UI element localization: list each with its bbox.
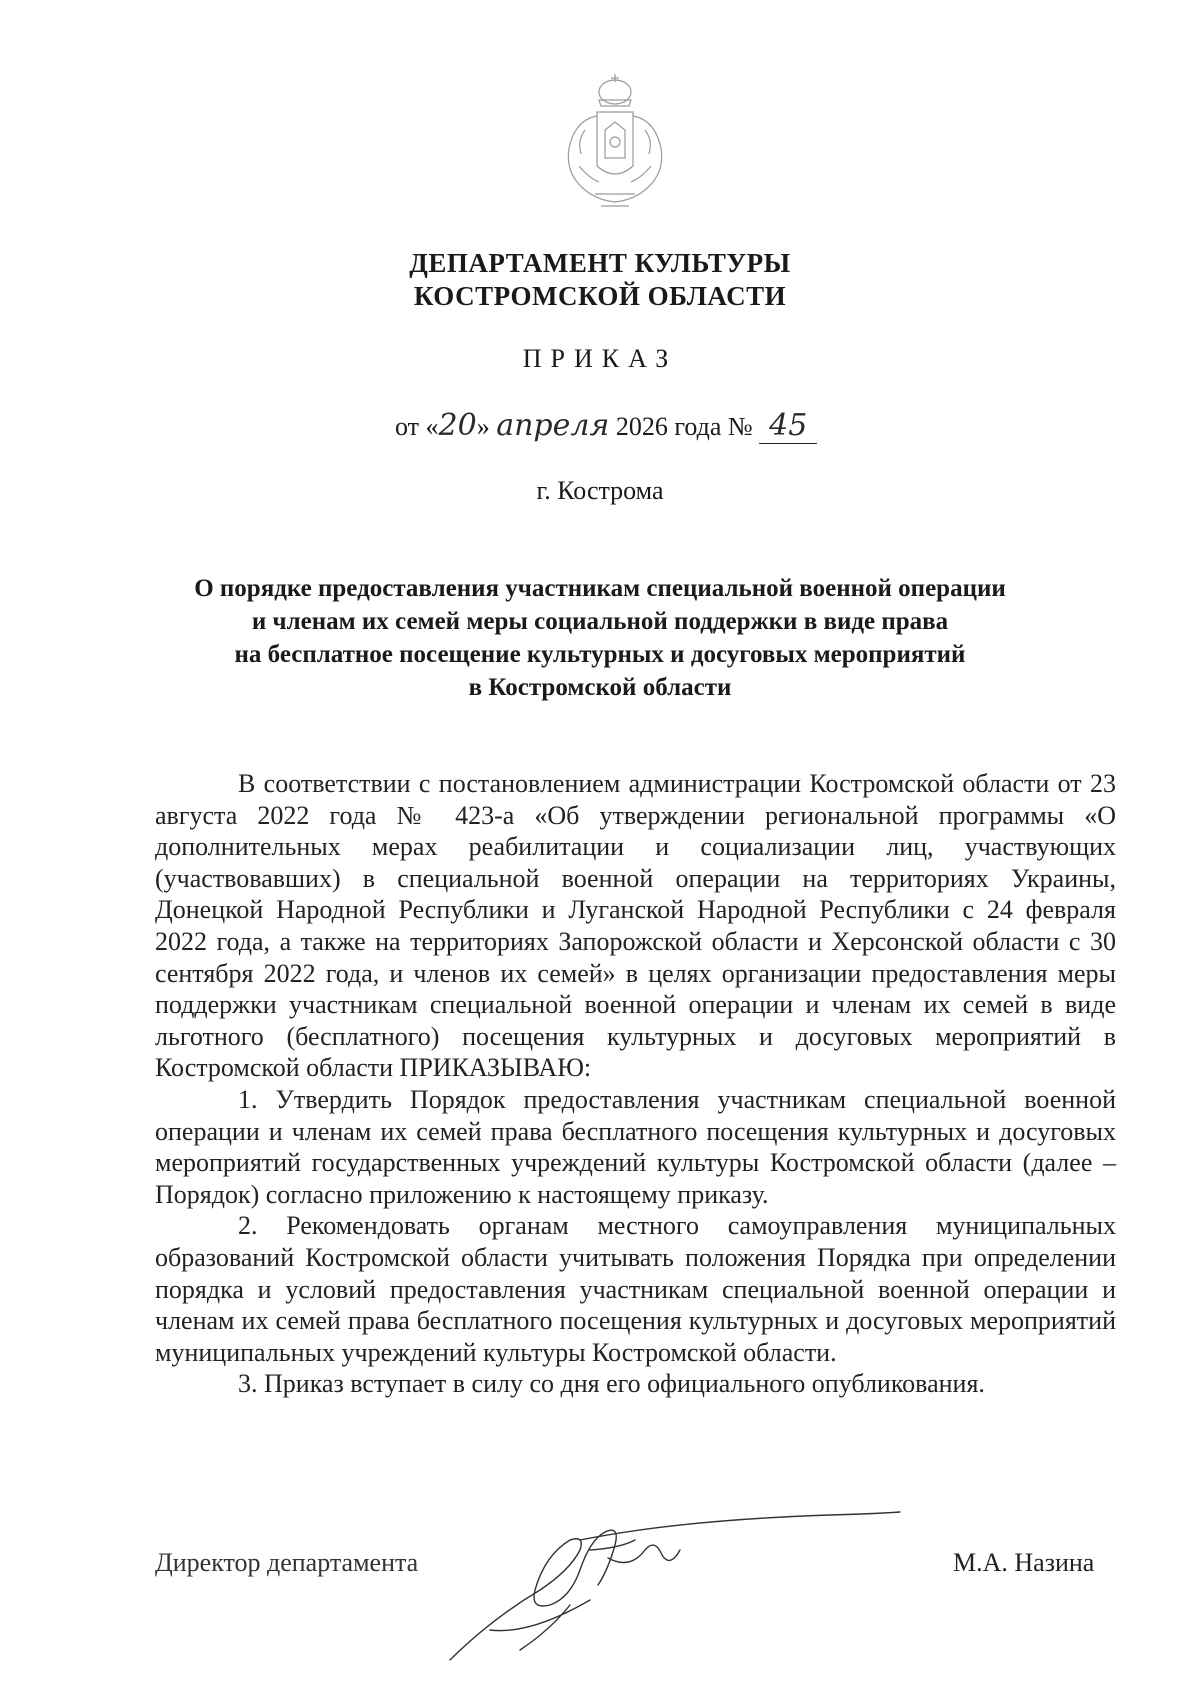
order-number: 45 xyxy=(759,408,817,444)
city: г. Кострома xyxy=(536,476,664,505)
date-prefix: от « xyxy=(395,412,439,441)
order-item-3: 3. Приказ вступает в силу со дня его официального опубликования. xyxy=(238,1369,985,1399)
date-month: апреля xyxy=(496,408,610,443)
document-body xyxy=(155,768,1116,1400)
title-line: О порядке предоставления участникам специальной военной операции xyxy=(194,575,1006,602)
date-line xyxy=(395,408,817,448)
signatory-name: М.А. Назина xyxy=(953,1548,1095,1577)
title-line: на бесплатное посещение культурных и досуговых мероприятий xyxy=(234,641,966,668)
document-type: ПРИКАЗ xyxy=(522,344,678,373)
preamble-paragraph: В соответствии с постановлением администрации Костромской области от 23 августа 2022 года № 423-а «Об утверждении региональной программы «О дополнительных мерах реабилитации и социализации лиц, участвующих (участвовавших) в специальной военной операции на территориях Украины, Донецкой Народной Республики и Луганской Народной Республики с 24 февраля 2022 года, а также на территориях Запорожской области и Херсонской области с 30 сентября 2022 года, и членов их семей» в целях организации предоставления меры поддержки участникам специальной военной операции и членам их семей в виде льготного (бесплатного) посещения культурных и досуговых мероприятий в Костромской области ПРИКАЗЫВАЮ: xyxy=(155,769,1116,1083)
department-name-line2: КОСТРОМСКОЙ ОБЛАСТИ xyxy=(413,281,787,311)
coat-of-arms-icon xyxy=(555,70,675,220)
order-item-1: 1. Утвердить Порядок предоставления участникам специальной военной операции и членам их семей права бесплатного посещения культурных и досуговых мероприятий государственных учреждений культуры Костромской области (далее – Порядок) согласно приложению к настоящему приказу. xyxy=(155,1084,1116,1209)
signatory-position: Директор департамента xyxy=(155,1548,419,1577)
date-day: 20 xyxy=(438,408,477,443)
title-line: и членам их семей меры социальной поддержки в виде права xyxy=(251,608,949,635)
title-line: в Костромской области xyxy=(468,674,732,701)
order-item-2: 2. Рекомендовать органам местного самоуправления муниципальных образований Костромской области учитывать положения Порядка при определении порядка и условий предоставления участникам специальной военной операции и членам их семей права бесплатного посещения культурных и досуговых мероприятий муниципальных учреждений культуры Костромской области. xyxy=(155,1211,1116,1367)
date-mid: » xyxy=(476,412,497,441)
department-name-line1: ДЕПАРТАМЕНТ КУЛЬТУРЫ xyxy=(409,248,791,278)
date-year: 2026 года № xyxy=(609,412,760,441)
document-title xyxy=(0,572,1200,704)
handwritten-signature xyxy=(430,1510,910,1670)
